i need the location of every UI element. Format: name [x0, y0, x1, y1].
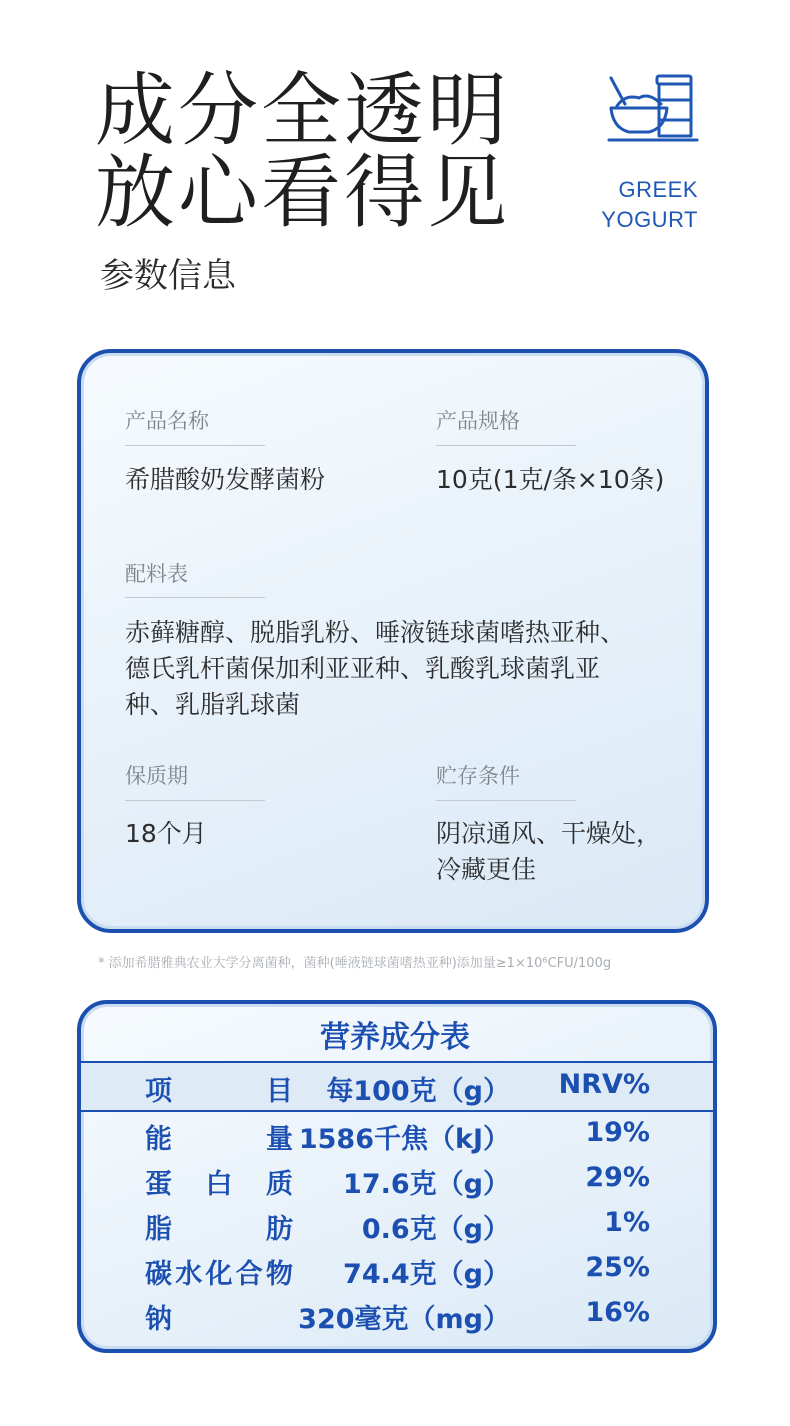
nutrition-row-fat-item: 脂肪 [145, 1214, 293, 1245]
nutrition-header-bottom-rule [81, 1110, 713, 1112]
ingredients-line-2: 德氏乳杆菌保加利亚亚种、乳酸乳球菌乳亚 [125, 654, 601, 683]
page-title-line-1: 成分全透明 [95, 64, 510, 157]
brand-line-2: YOGURT [601, 207, 698, 232]
nutrition-row-energy-nrv: 19% [585, 1117, 650, 1148]
brand-line-1: GREEK [618, 177, 698, 202]
spec-divider [436, 445, 576, 446]
nutrition-row-energy-amount: 1586千焦（kJ） [298, 1124, 510, 1155]
nutrition-row-sodium-nrv: 16% [585, 1297, 650, 1328]
storage-line-2: 冷藏更佳 [436, 855, 537, 884]
nutrition-row-protein-nrv: 29% [585, 1162, 650, 1193]
shelf-life-divider [125, 800, 265, 801]
footnote: * 添加希腊雅典农业大学分离菌种，菌种(唾液链球菌嗜热亚种)添加量≥1×10⁶CFU/100g [98, 956, 612, 971]
ingredients-divider [125, 597, 265, 598]
ingredients-line-1: 赤藓糖醇、脱脂乳粉、唾液链球菌嗜热亚种、 [125, 618, 626, 647]
product-name-value: 希腊酸奶发酵菌粉 [125, 465, 326, 494]
ingredients-line-3: 种、乳脂乳球菌 [125, 690, 301, 719]
brand-label [601, 175, 698, 235]
shelf-life-label: 保质期 [125, 764, 188, 788]
nutrition-table-title: 营养成分表 [320, 1020, 470, 1055]
storage-line-1: 阴凉通风、干燥处， [436, 819, 662, 848]
nutrition-header-item: 项目 [145, 1076, 293, 1107]
shelf-life-value: 18个月 [125, 819, 207, 848]
nutrition-header-nrv: NRV% [558, 1069, 650, 1100]
nutrition-header-top-rule [81, 1061, 713, 1063]
nutrition-row-sodium-amount: 320毫克（mg） [298, 1304, 510, 1335]
ingredients-label: 配料表 [125, 562, 188, 586]
nutrition-row-sodium-item: 钠 [145, 1304, 172, 1335]
storage-label: 贮存条件 [436, 764, 520, 788]
product-name-label: 产品名称 [125, 409, 209, 433]
spec-value: 10克(1克/条×10条) [436, 465, 665, 494]
nutrition-row-protein-amount: 17.6克（g） [343, 1169, 510, 1200]
spec-label: 产品规格 [436, 409, 520, 433]
product-name-divider [125, 445, 265, 446]
nutrition-row-carbohydrate-item: 碳水化合物 [145, 1259, 293, 1290]
yogurt-bowl-and-jar-icon [605, 70, 701, 150]
nutrition-row-carbohydrate-nrv: 25% [585, 1252, 650, 1283]
page-title-line-2: 放心看得见 [95, 146, 510, 239]
storage-divider [436, 800, 576, 801]
nutrition-row-energy-item: 能量 [145, 1124, 293, 1155]
nutrition-row-carbohydrate-amount: 74.4克（g） [343, 1259, 510, 1290]
nutrition-row-fat-nrv: 1% [604, 1207, 650, 1238]
nutrition-header-per100: 每100克（g） [326, 1076, 510, 1107]
page-subtitle: 参数信息 [100, 256, 236, 296]
nutrition-row-protein-item: 蛋白质 [145, 1169, 293, 1200]
nutrition-row-fat-amount: 0.6克（g） [361, 1214, 510, 1245]
